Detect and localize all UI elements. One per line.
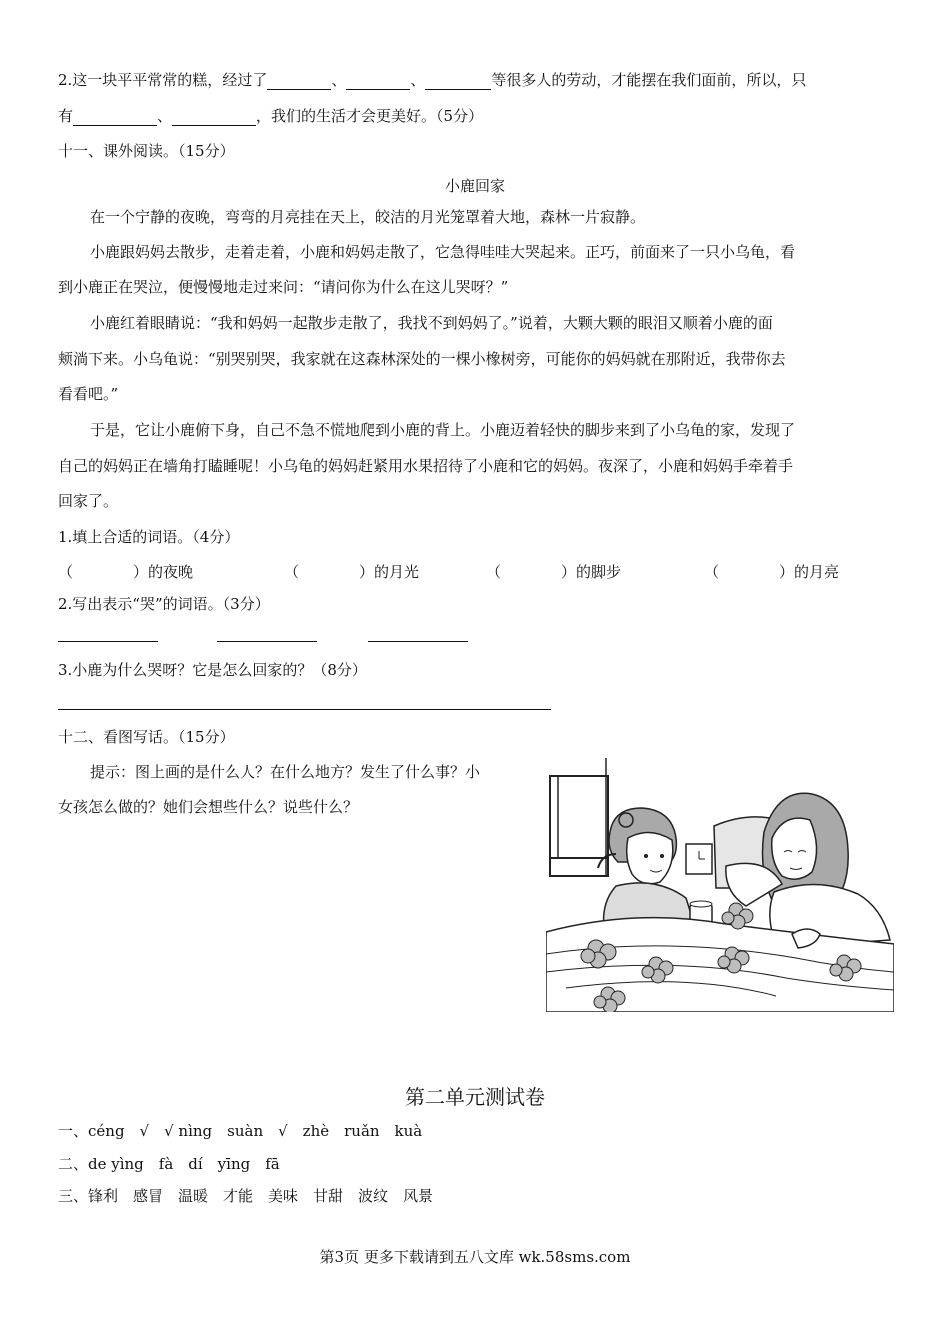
illustration-girl-mother-bed (546, 758, 894, 1012)
fill-item[interactable]: （ ）的夜晚 (58, 563, 194, 581)
blank[interactable] (73, 109, 157, 126)
section11-heading: 十一、课外阅读。（15分） (58, 142, 235, 160)
answer-row-2: 二、de yìng fà dí yīng fā (58, 1155, 280, 1173)
story-title: 小鹿回家 (444, 177, 505, 195)
q2-heading: 2.写出表示“哭”的词语。（3分） (58, 595, 270, 613)
story-paragraph: 小鹿跟妈妈去散步，走着走着，小鹿和妈妈走散了，它急得哇哇大哭起来。正巧，前面来了一只小乌龟，看 (90, 243, 796, 261)
story-paragraph: 小鹿红着眼睛说：“我和妈妈一起散步走散了，我找不到妈妈了。”说着，大颗大颗的眼泪又顺着小鹿的面 (90, 314, 773, 332)
answer-row-3: 三、锋利 感冒 温暖 才能 美味 甘甜 波纹 风景 (58, 1187, 434, 1205)
section12-heading: 十二、看图写话。（15分） (58, 728, 235, 746)
page-footer: 第3页 更多下载请到五八文库 wk.58sms.com (319, 1248, 631, 1266)
story-paragraph: 在一个宁静的夜晚，弯弯的月亮挂在天上，皎洁的月光笼罩着大地，森林一片寂静。 (90, 208, 646, 226)
fill-item[interactable]: （ ）的脚步 (486, 563, 622, 581)
story-paragraph: 自己的妈妈正在墙角打瞌睡呢！小乌龟的妈妈赶紧用水果招待了小鹿和它的妈妈。夜深了，小鹿和妈妈手牵着手 (58, 457, 794, 475)
q2-line2: 有 、 ，我们的生活才会更美好。（5分） (58, 107, 484, 125)
story-paragraph: 于是，它让小鹿俯下身，自己不急不慌地爬到小鹿的背上。小鹿迈着轻快的脚步来到了小乌龟的家，发现了 (90, 421, 796, 439)
q2-line1: 2.这一块平平常常的糕，经过了 、 、 等很多人的劳动，才能摆在我们面前，所以，只 (58, 71, 807, 89)
story-paragraph: 看看吧。” (58, 385, 119, 403)
q1-heading: 1.填上合适的词语。（4分） (58, 528, 240, 546)
answer-line[interactable] (58, 709, 551, 710)
fill-item[interactable]: （ ）的月亮 (704, 563, 840, 581)
answer-line[interactable] (217, 641, 317, 642)
prompt-line: 提示：图上画的是什么人？在什么地方？发生了什么事？小 (90, 763, 481, 781)
answer-row-1: 一、céng √ √ nìng suàn √ zhè ruǎn kuà (58, 1122, 423, 1140)
story-paragraph: 到小鹿正在哭泣，便慢慢地走过来问：“请问你为什么在这儿哭呀？” (58, 278, 509, 296)
blank[interactable] (346, 73, 410, 90)
answer-line[interactable] (368, 641, 468, 642)
q3-heading: 3.小鹿为什么哭呀？它是怎么回家的？（8分） (58, 661, 367, 679)
story-paragraph: 颊淌下来。小乌龟说：“别哭别哭，我家就在这森林深处的一棵小橡树旁，可能你的妈妈就在那附近，我带你去 (58, 350, 786, 368)
blank[interactable] (172, 109, 256, 126)
fill-item[interactable]: （ ）的月光 (284, 563, 420, 581)
blank[interactable] (425, 73, 491, 90)
prompt-line: 女孩怎么做的？她们会想些什么？说些什么？ (58, 798, 359, 816)
unit2-title: 第二单元测试卷 (405, 1085, 545, 1109)
story-paragraph: 回家了。 (58, 492, 119, 510)
blank[interactable] (267, 73, 331, 90)
answer-line[interactable] (58, 641, 158, 642)
